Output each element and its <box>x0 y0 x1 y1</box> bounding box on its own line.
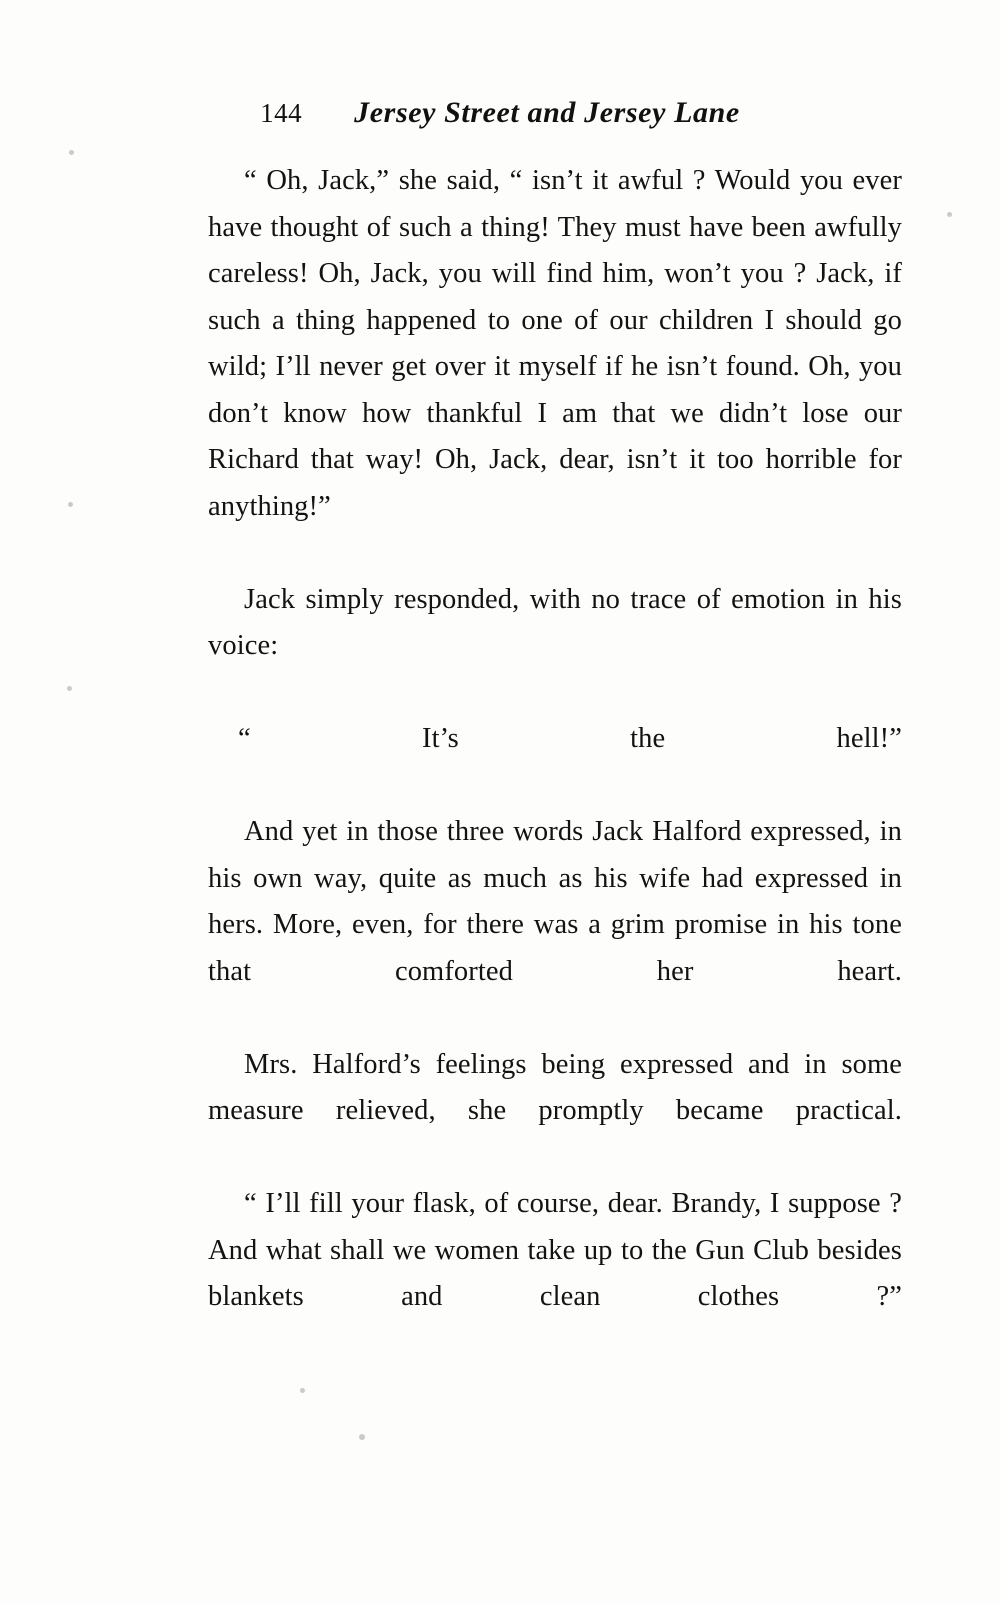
paper-speck <box>67 686 72 691</box>
paper-speck <box>947 212 952 217</box>
paragraph: “ It’s the hell!” <box>238 723 902 754</box>
page-header-inner <box>260 96 740 130</box>
paragraph: “ Oh, Jack,” she said, “ isn’t it awful ? Would you ever have thought of such a thing! They must have been awfully careless! Oh, Jack, you will find him, won’t you ? Jack, if such a thing happened to one of our children I should go wild; I’ll never get over it myself if he isn’t found. Oh, you don’t know how thankful I am that we didn’t lose our Richard that way! Oh, Jack, dear, isn’t it too horrible for anything!” <box>208 165 902 522</box>
body-text <box>208 158 902 1367</box>
page-header <box>0 96 1000 130</box>
paragraph: And yet in those three words Jack Halford expressed, in his own way, quite as much as his wife had expressed in hers. More, even, for there was a grim promise in his tone that comforted her heart. <box>208 816 902 987</box>
paper-speck <box>69 150 74 155</box>
running-title: Jersey Street and Jersey Lane <box>354 96 740 129</box>
paragraph: “ I’ll fill your flask, of course, dear. Brandy, I suppose ? And what shall we women take up to the Gun Club besides blankets and clean clothes ?” <box>208 1188 902 1312</box>
paper-speck <box>359 1434 365 1440</box>
paper-speck <box>68 502 73 507</box>
paragraph: Mrs. Halford’s feelings being expressed and in some measure relieved, she promptly became practical. <box>208 1048 902 1126</box>
paragraph: Jack simply responded, with no trace of emotion in his voice: <box>208 583 902 661</box>
paper-speck <box>300 1388 305 1393</box>
page-number: 144 <box>260 98 303 128</box>
